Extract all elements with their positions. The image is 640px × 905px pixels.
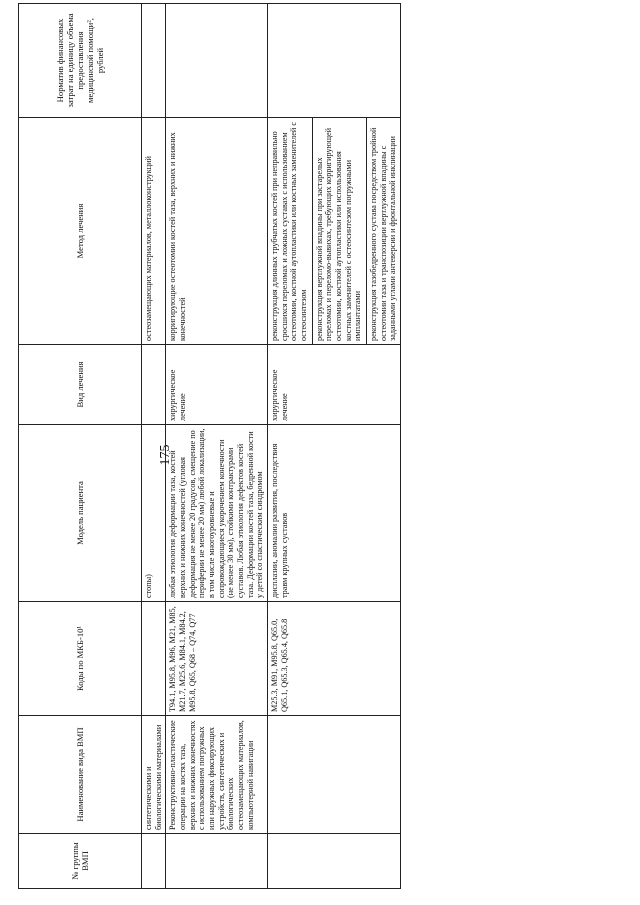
cell-codes: M25.3, M91, M95.8, Q65.0, Q65.1, Q65.3, Q65.4, Q65.8 (268, 602, 401, 716)
cell-method (268, 118, 401, 345)
method-text: остеозамещающих материалов, металлоконструкций (144, 156, 153, 341)
cell-treatment: хирургическое лечение (268, 345, 401, 425)
cell-model: любая этиология деформации таза, костей верхних и нижних конечностей (угловая деформация не менее 20 градусов, смещение по периферии не менее 20 мм) любой локализации, в том числе многоуровневые и сопровождающиеся укорочением конечности (не менее 30 мм), стойкими контрактурами суставов. Любая этиология дефектов костей таза. Деформации костей таза, бедренной кости у детей со спастическим синдромом (166, 425, 268, 602)
cell-codes (142, 602, 166, 716)
header-treatment: Вид лечения (19, 345, 142, 425)
header-codes: Коды по МКБ-10¹ (19, 602, 142, 716)
cell-method (142, 118, 166, 345)
cell-cost (268, 4, 401, 118)
header-model: Модель пациента (19, 425, 142, 602)
table-row (166, 4, 268, 889)
table-header-row (19, 4, 142, 889)
cell-cost (166, 4, 268, 118)
cell-treatment (142, 345, 166, 425)
cell-name: Реконструктивно-пластические операции на костях таза, верхних и нижних конечностях с использованием погружных или наружных фиксирующих устройств, синтетических и биологических остеозамещающих материалов, компьютерной навигации (166, 716, 268, 834)
cell-group (142, 834, 166, 889)
cell-group (268, 834, 401, 889)
method-text: реконструкция вертлужной впадины при застарелых переломах и переломо-вывихах, требующих корригирующей остеотомии, костной аутопластики или использования костных заменителей с остеосинтезом погружными имплантатами (312, 118, 363, 344)
header-group: № группы ВМП (19, 834, 142, 889)
cell-treatment: хирургическое лечение (166, 345, 268, 425)
cell-method (166, 118, 268, 345)
header-method: Метод лечения (19, 118, 142, 345)
cell-model: дисплазии, аномалии развития, последствия травм крупных суставов (268, 425, 401, 602)
method-text: реконструкция длинных трубчатых костей при неправильно сросшихся переломах и ложных суставах с использованием остеотомии, костной аутопластики или костных заменителей с остеосинтезом (270, 122, 309, 341)
cell-cost (142, 4, 166, 118)
table-row (268, 4, 401, 889)
cell-codes: T94.1, M95.8, M96, M21, M85, M21.7, M25.6, M84.1, M84.2, M95.8, Q65, Q68 – Q74, Q77 (166, 602, 268, 716)
cell-group (166, 834, 268, 889)
cell-name: синтетическими и биологическими материалами (142, 716, 166, 834)
header-name: Наименование вида ВМП (19, 716, 142, 834)
table-row (142, 4, 166, 889)
cell-model: стопы) (142, 425, 166, 602)
page-number: 175 (158, 444, 173, 466)
method-text: реконструкция тазобедренного сустава посредством тройной остеотомии таза и транспозиции вертлужной впадины с заданными углами антеверсии и фронтальной инклинации (366, 118, 398, 344)
method-text: корригирующие остеотомии костей таза, верхних и нижних конечностей (168, 132, 188, 341)
header-cost: Норматив финансовых затрат на единицу объема предоставления медицинской помощи², рублей (19, 4, 142, 118)
vmp-table (18, 3, 401, 889)
cell-name (268, 716, 401, 834)
